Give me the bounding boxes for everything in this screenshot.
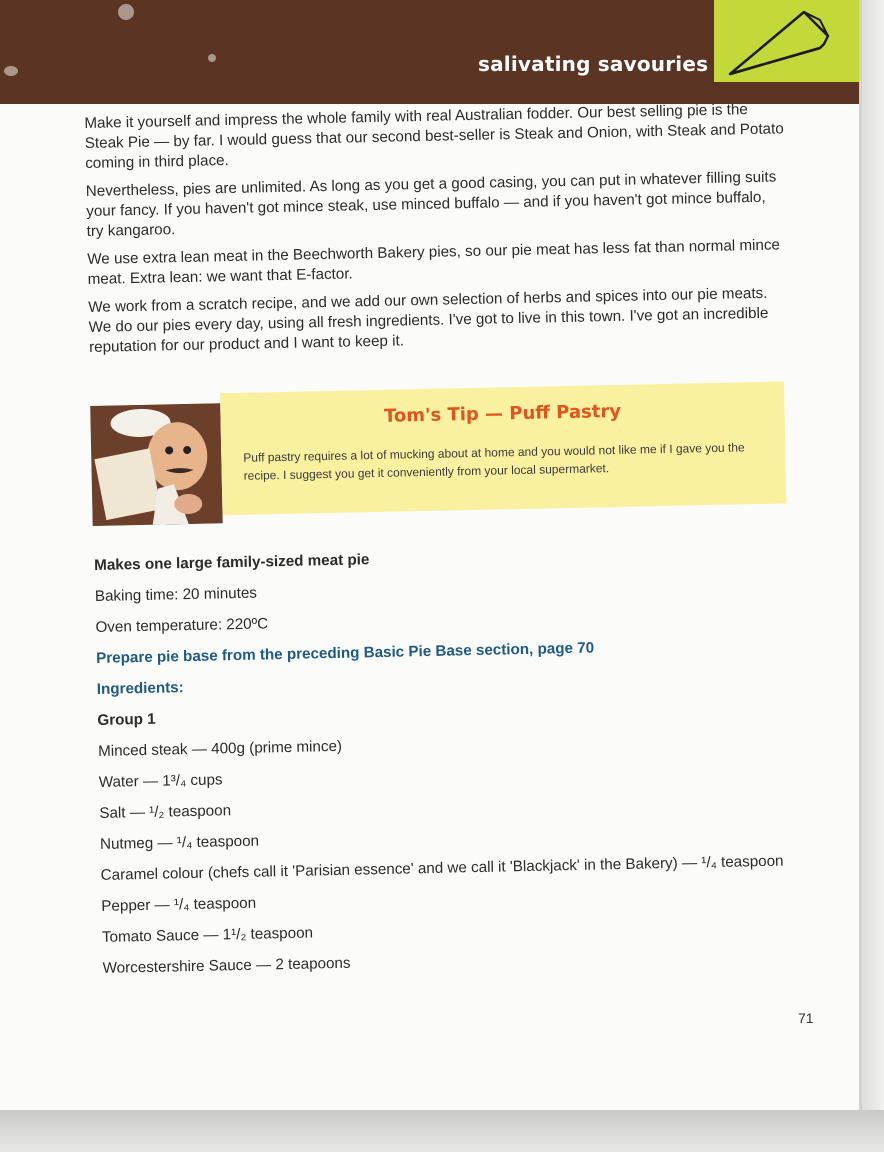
paper-speck bbox=[4, 66, 18, 76]
pie-slice-icon bbox=[724, 4, 834, 80]
page-header bbox=[0, 0, 862, 104]
ingredients-heading: Ingredients: bbox=[96, 679, 184, 698]
intro-paragraph: Make it yourself and impress the whole family with real Australian fodder. Our best selling pie is the Steak Pie — by far. I would guess that our second best-seller is Steak and Onion, with Steak and Potato coming in third place. bbox=[84, 101, 784, 172]
page-number: 71 bbox=[798, 1010, 814, 1026]
intro-paragraph: We work from a scratch recipe, and we add our own selection of herbs and spices into our pie meats. We do our pies every day, using all fresh ingredients. I've got to live in this town. I've got an incredible reputation for our product and I want to keep it. bbox=[88, 284, 769, 356]
tip-panel bbox=[220, 381, 786, 515]
scan-bottom-shadow bbox=[0, 1110, 884, 1152]
tip-title: Tom's Tip — Puff Pastry bbox=[383, 400, 622, 427]
oven-temperature: Oven temperature: 220ºC bbox=[95, 615, 269, 636]
recipe-yield: Makes one large family-sized meat pie bbox=[94, 551, 370, 574]
paper-speck bbox=[208, 54, 216, 62]
page-edge bbox=[862, 0, 884, 1110]
baking-time: Baking time: 20 minutes bbox=[94, 584, 258, 605]
ingredient-item: Minced steak — 400g (prime mince) bbox=[97, 737, 343, 760]
ingredient-item: Worcestershire Sauce — 2 teapoons bbox=[102, 954, 351, 977]
intro-paragraph: We use extra lean meat in the Beechworth Bakery pies, so our pie meat has less fat than normal mince meat. Extra lean: we want that E-factor. bbox=[87, 236, 781, 288]
paper-speck bbox=[118, 4, 134, 20]
tip-box bbox=[90, 381, 787, 526]
intro-paragraph: Nevertheless, pies are unlimited. As long as you get a good casing, you can put in whatever filling suits your fancy. If you haven't got mince steak, use minced buffalo — and if you haven't got mince buffalo, try kangaroo. bbox=[85, 168, 777, 240]
tip-text: Puff pastry requires a lot of mucking about at home and you would not like me if I gave you the recipe. I suggest you get it conveniently from your local supermarket. bbox=[243, 440, 745, 483]
prepare-instruction: Prepare pie base from the preceding Basic Pie Base section, page 70 bbox=[95, 639, 595, 667]
ingredient-item: Water — 1³/₄ cups bbox=[98, 771, 223, 791]
ingredient-item: Tomato Sauce — 1¹/₂ teaspoon bbox=[101, 924, 314, 946]
group-heading: Group 1 bbox=[97, 710, 156, 729]
ingredient-item: Caramel colour (chefs call it 'Parisian essence' and we call it 'Blackjack' in the Bakery) — ¹/₄ teaspoon bbox=[100, 852, 784, 884]
section-title: salivating savouries bbox=[478, 52, 709, 76]
intro-text bbox=[84, 89, 789, 358]
ingredient-item: Nutmeg — ¹/₄ teaspoon bbox=[99, 832, 260, 853]
ingredient-item: Pepper — ¹/₄ teaspoon bbox=[101, 894, 257, 915]
recipe-section bbox=[94, 541, 823, 990]
ingredient-item: Salt — ¹/₂ teaspoon bbox=[99, 802, 232, 822]
chef-photo bbox=[90, 403, 222, 526]
chef-illustration-icon bbox=[90, 403, 222, 526]
